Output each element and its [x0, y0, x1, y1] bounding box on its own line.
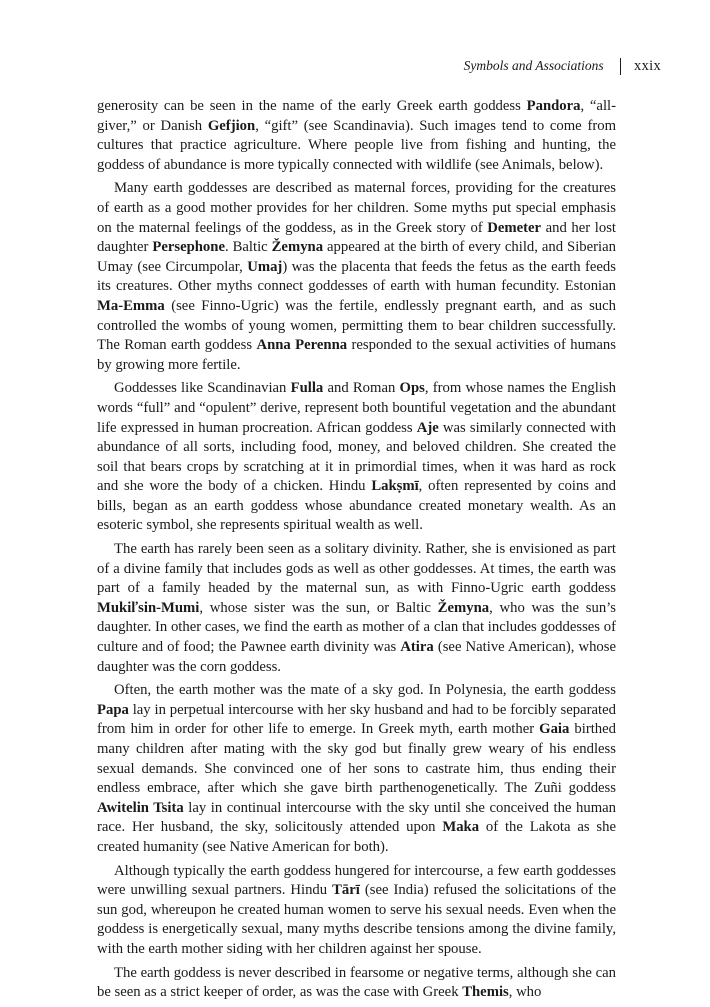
page-number: xxix — [634, 58, 661, 74]
text-run: . Baltic — [224, 239, 272, 256]
deity-name: Demeter — [487, 219, 542, 236]
text-run: , from whose names the English words “full” and “opulent” derive, represent both bountiful vegetation and the abundant life expressed in human procreation. African goddess — [97, 380, 616, 436]
running-head-title: Symbols and Associations — [463, 58, 604, 73]
text-run: lay in perpetual intercourse with her sky husband and had to be forcibly separated from him in order for other life to emerge. In Greek myth, earth mother — [97, 701, 616, 738]
deity-name: Žemyna — [271, 239, 324, 256]
text-run: , who was the sun’s daughter. In other cases, we find the earth as mother of a clan that includes goddesses of culture and of food; the Pawnee earth divinity was — [97, 599, 616, 656]
deity-name: Umaj — [247, 258, 283, 275]
paragraph — [97, 97, 616, 175]
text-run: , “all-giver,” or Danish — [97, 98, 617, 134]
deity-name: Gefjion — [207, 117, 256, 134]
deity-name: Žemyna — [437, 599, 490, 616]
paragraph — [97, 540, 616, 677]
paragraph — [97, 681, 616, 857]
text-run: Although typically the earth goddess hungered for intercourse, a few earth goddesses were unwilling sexual partners. Hindu — [97, 862, 616, 899]
deity-name: Maka — [442, 819, 480, 836]
text-run: ) was the placenta that feeds the fetus as the earth feeds its creatures. Other myths connect goddesses of earth with human fecundity. Estonian — [97, 258, 616, 295]
paragraph — [97, 964, 616, 1003]
paragraph — [97, 179, 616, 375]
deity-name: Tārī — [332, 882, 360, 899]
deity-name: Themis — [462, 984, 509, 1001]
deity-name: Anna Perenna — [256, 337, 348, 354]
text-run: , “gift” (see Scandinavia). Such images tend to come from cultures that practice agriculture. Where people live from fishing and hunting, the goddess of abundance is more typically connected with wildlife (see Animals, below). — [97, 117, 616, 173]
text-run: , often represented by coins and bills, began as an earth goddess whose abundance created monetary wealth. As an esoteric symbol, she represents spiritual wealth as well. — [97, 478, 616, 534]
deity-name: Atira — [400, 639, 434, 656]
text-run: (see India) refused the solicitations of the sun god, whereupon he created human women to serve his sexual needs. Even when the goddess is energetically sexual, many myths describe tensions among the divine family, with the earth mother siding with her children against her spouse. — [97, 882, 617, 957]
text-run: responded to the sexual activities of humans by growing more fertile. — [97, 337, 616, 373]
deity-name: Mukiľsin-Mumi — [97, 599, 200, 616]
paragraph — [97, 862, 616, 960]
body-text — [97, 97, 616, 1007]
deity-name: Ops — [399, 380, 425, 397]
deity-name: Ma-Emma — [97, 297, 165, 314]
text-run: The earth goddess is never described in fearsome or negative terms, although she can be seen as a strict keeper of order, as was the case with Greek — [97, 964, 616, 1001]
deity-name: Pandora — [526, 98, 581, 114]
text-run: The earth has rarely been seen as a solitary divinity. Rather, she is envisioned as part of a divine family that includes gods as well as other goddesses. At times, the earth was part of a family headed by the maternal sun, as with Finno-Ugric earth goddess — [97, 541, 616, 597]
paragraph — [97, 379, 616, 536]
text-run: Often, the earth mother was the mate of a sky god. In Polynesia, the earth goddess — [114, 682, 616, 699]
text-run: , who — [508, 984, 542, 1001]
running-head — [464, 56, 661, 76]
deity-name: Awitelin Tsita — [97, 799, 184, 816]
text-run: appeared at the birth of every child, and Siberian Umay (see Circumpolar, — [97, 239, 616, 275]
text-run: Many earth goddesses are described as maternal forces, providing for the creatures of earth as a good mother provides for her children. Some myths put special emphasis on the maternal feelings of the goddess, as in the Greek story of — [97, 180, 616, 236]
deity-name: Fulla — [290, 380, 324, 397]
text-run: Goddesses like Scandinavian — [114, 380, 291, 397]
deity-name: Papa — [97, 701, 129, 718]
deity-name: Gaia — [539, 721, 570, 738]
text-run: of the Lakota as she created humanity (see Native American for both). — [97, 819, 616, 855]
text-run: generosity can be seen in the name of the early Greek earth goddess — [97, 98, 527, 114]
text-run: (see Finno-Ugric) was the fertile, endlessly pregnant earth, and as such controlled the wombs of young women, permitting them to bear children successfully. The Roman earth goddess — [97, 297, 616, 354]
text-run: lay in continual intercourse with the sky until she conceived the human race. Her husband, the sky, solicitously attended upon — [97, 799, 617, 836]
deity-name: Persephone — [152, 239, 225, 256]
text-run: and her lost daughter — [97, 219, 616, 256]
text-run: was similarly connected with abundance of all sorts, including food, money, and beloved children. She created the soil that bears crops by scratching at it in primordial times, when it was hard as rock and she wore the body of a chicken. Hindu — [97, 419, 617, 495]
deity-name: Aje — [416, 419, 439, 436]
text-run: birthed many children after mating with the sky god but finally grew weary of his endless sexual demands. She convinced one of her sons to castrate him, thus ending their endless embrace, after which she gave birth parthenogenetically. The Zuñi goddess — [97, 721, 616, 797]
text-run: , whose sister was the sun, or Baltic — [199, 599, 438, 616]
text-run: (see Native American), whose daughter was the corn goddess. — [97, 639, 616, 675]
running-head-divider — [620, 58, 621, 75]
deity-name: Lakṣmī — [371, 478, 419, 495]
text-run: and Roman — [323, 380, 400, 397]
